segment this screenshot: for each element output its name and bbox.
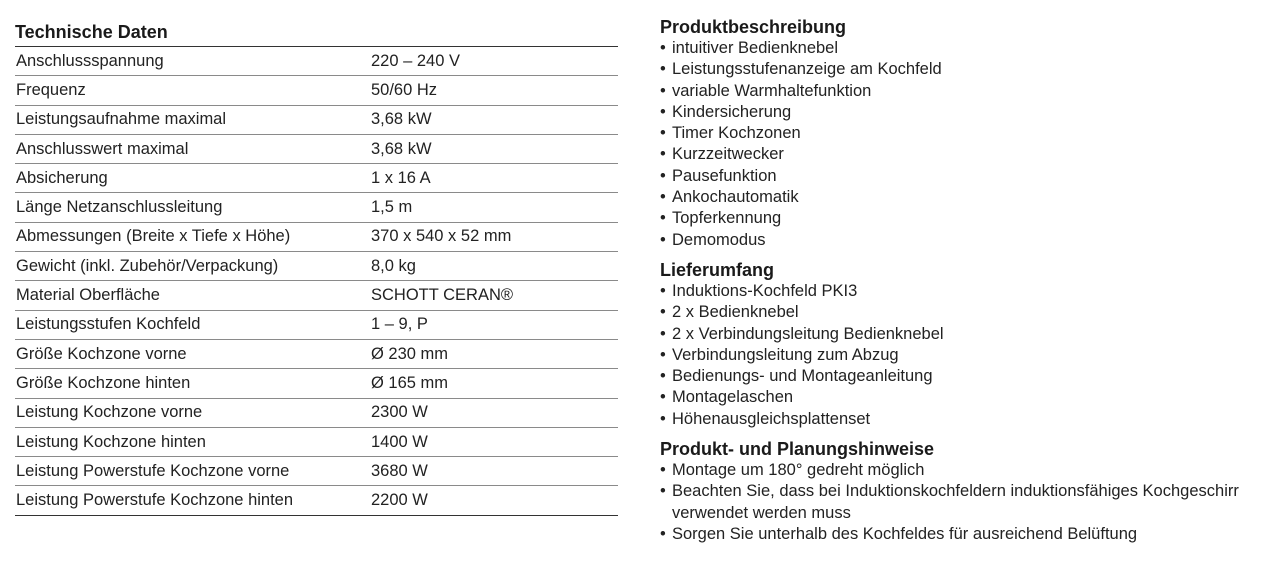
planning-notes-title: Produkt- und Planungshinweise <box>660 439 935 460</box>
spec-row <box>15 457 618 486</box>
spec-value: 2200 W <box>371 491 428 510</box>
technical-data-title: Technische Daten <box>15 20 618 47</box>
note-item: • Montage um 180° gedreht möglich <box>660 460 1272 481</box>
feature-item: • Kurzzeitwecker <box>660 144 1272 165</box>
spec-row <box>15 281 618 310</box>
spec-value: 1400 W <box>371 432 428 451</box>
spec-value: 1,5 m <box>371 198 413 217</box>
delivery-item: • Induktions-Kochfeld PKI3 <box>660 281 1272 302</box>
spec-row <box>15 193 618 222</box>
scope-of-delivery-list <box>660 281 1272 430</box>
spec-row <box>15 252 618 281</box>
delivery-item: • Montagelaschen <box>660 387 1272 408</box>
spec-row <box>15 311 618 340</box>
spec-value: 3,68 kW <box>371 110 432 129</box>
spec-label: Leistung Powerstufe Kochzone vorne <box>16 461 290 480</box>
spec-label: Gewicht (inkl. Zubehör/Verpackung) <box>16 256 279 275</box>
technical-data-section <box>15 20 618 516</box>
spec-label: Leistungsaufnahme maximal <box>16 110 227 129</box>
note-item: • Sorgen Sie unterhalb des Kochfeldes für ausreichend Belüftung <box>660 524 1272 545</box>
spec-row <box>15 428 618 457</box>
spec-value: 1 x 16 A <box>371 168 431 187</box>
spec-row <box>15 340 618 369</box>
delivery-item: • Bedienungs- und Montageanleitung <box>660 366 1272 387</box>
spec-row <box>15 164 618 193</box>
spec-label: Absicherung <box>16 168 108 187</box>
spec-row <box>15 47 618 76</box>
spec-row <box>15 76 618 105</box>
spec-value: 3680 W <box>371 461 428 480</box>
note-item: • Beachten Sie, dass bei Induktionskochfeldern induktionsfähiges Kochgeschirr verwendet werden muss <box>660 481 1272 524</box>
spec-label: Leistung Kochzone hinten <box>16 432 206 451</box>
spec-label: Abmessungen (Breite x Tiefe x Höhe) <box>16 227 291 246</box>
spec-label: Leistung Powerstufe Kochzone hinten <box>16 491 294 510</box>
feature-item: • Demomodus <box>660 230 1272 251</box>
spec-label: Größe Kochzone vorne <box>16 344 187 363</box>
delivery-item: • Höhenausgleichsplattenset <box>660 409 1272 430</box>
spec-label: Größe Kochzone hinten <box>16 373 191 392</box>
spec-row <box>15 399 618 428</box>
spec-value: 1 – 9, P <box>371 315 428 334</box>
spec-value: Ø 165 mm <box>371 373 449 392</box>
spec-label: Anschlusswert maximal <box>16 139 189 158</box>
spec-row <box>15 106 618 135</box>
feature-item: • Topferkennung <box>660 208 1272 229</box>
spec-label: Material Oberfläche <box>16 286 160 305</box>
spec-label: Anschlussspannung <box>16 51 164 70</box>
delivery-item: • 2 x Bedienknebel <box>660 302 1272 323</box>
spec-value: 220 – 240 V <box>371 51 460 70</box>
spec-value: 3,68 kW <box>371 139 432 158</box>
spec-label: Frequenz <box>16 80 86 99</box>
feature-item: • Timer Kochzonen <box>660 123 1272 144</box>
spec-row <box>15 486 618 515</box>
spec-row <box>15 223 618 252</box>
feature-item: • intuitiver Bedienknebel <box>660 38 1272 59</box>
spec-row <box>15 369 618 398</box>
feature-item: • Pausefunktion <box>660 166 1272 187</box>
spec-label: Leistung Kochzone vorne <box>16 403 203 422</box>
product-description-title: Produktbeschreibung <box>660 17 847 37</box>
feature-item: • Ankochautomatik <box>660 187 1272 208</box>
scope-of-delivery-section <box>660 259 1272 430</box>
product-description-list <box>660 38 1272 251</box>
feature-item: • Kindersicherung <box>660 102 1272 123</box>
spec-value: 8,0 kg <box>371 256 416 275</box>
spec-label: Länge Netzanschlussleitung <box>16 198 223 217</box>
spec-table <box>15 47 618 516</box>
spec-value: 2300 W <box>371 403 428 422</box>
delivery-item: • Verbindungsleitung zum Abzug <box>660 345 1272 366</box>
spec-row <box>15 135 618 164</box>
delivery-item: • 2 x Verbindungsleitung Bedienknebel <box>660 324 1272 345</box>
spec-value: 50/60 Hz <box>371 80 438 99</box>
feature-item: • Leistungsstufenanzeige am Kochfeld <box>660 59 1272 80</box>
spec-value: Ø 230 mm <box>371 344 449 363</box>
scope-of-delivery-title: Lieferumfang <box>660 259 775 280</box>
spec-label: Leistungsstufen Kochfeld <box>16 315 201 334</box>
feature-item: • variable Warmhaltefunktion <box>660 81 1272 102</box>
spec-value: SCHOTT CERAN® <box>371 286 514 305</box>
spec-value: 370 x 540 x 52 mm <box>371 227 512 246</box>
planning-notes-list <box>660 460 1272 545</box>
planning-notes-section <box>660 438 1272 545</box>
product-description-section <box>660 16 1272 251</box>
right-column <box>660 16 1272 553</box>
